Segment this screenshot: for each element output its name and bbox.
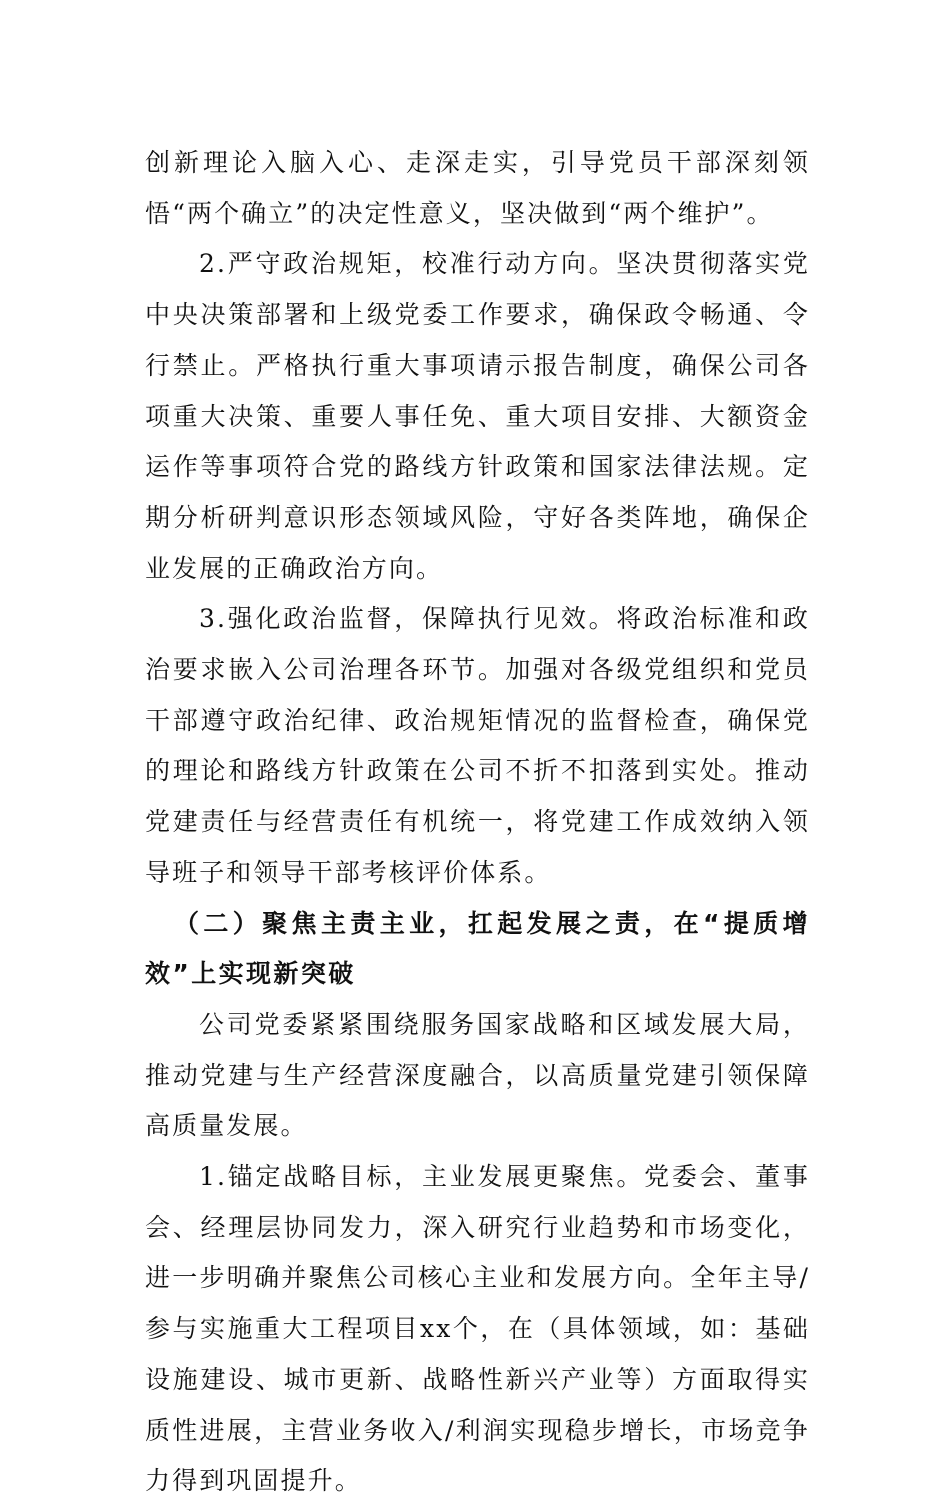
section-heading: （二）聚焦主责主业，扛起发展之责，在“提质增效”上实现新突破 xyxy=(145,908,810,989)
paragraph-item-3: 3.强化政治监督，保障执行见效。将政治标准和政治要求嵌入公司治理各环节。加强对各级党组织和党员干部遵守政治纪律、政治规矩情况的监督检查，确保党的理论和路线方针政策在公司不折不扣落到实处。推动党建责任与经营责任有机统一，将党建工作成效纳入领导班子和领导干部考核评价体系。 xyxy=(145,604,810,887)
paragraph-item-2: 2.严守政治规矩，校准行动方向。坚决贯彻落实党中央决策部署和上级党委工作要求，确保政令畅通、令行禁止。严格执行重大事项请示报告制度，确保公司各项重大决策、重要人事任免、重大项目安排、大额资金运作等事项符合党的路线方针政策和国家法律法规。定期分析研判意识形态领域风险，守好各类阵地，确保企业发展的正确政治方向。 xyxy=(145,249,810,583)
paragraph-item-1: 1.锚定战略目标，主业发展更聚焦。党委会、董事会、经理层协同发力，深入研究行业趋势和市场变化，进一步明确并聚焦公司核心主业和发展方向。全年主导/参与实施重大工程项目xx个，在（具体领域，如：基础设施建设、城市更新、战略性新兴产业等）方面取得实质性进展，主营业务收入/利润实现稳步增长，市场竞争力得到巩固提升。 xyxy=(145,1162,810,1496)
paragraph-intro: 公司党委紧紧围绕服务国家战略和区域发展大局，推动党建与生产经营深度融合，以高质量党建引领保障高质量发展。 xyxy=(145,1009,810,1141)
document-body xyxy=(145,138,810,1507)
paragraph-continuation: 创新理论入脑入心、走深走实，引导党员干部深刻领悟“两个确立”的决定性意义，坚决做到“两个维护”。 xyxy=(145,148,810,228)
